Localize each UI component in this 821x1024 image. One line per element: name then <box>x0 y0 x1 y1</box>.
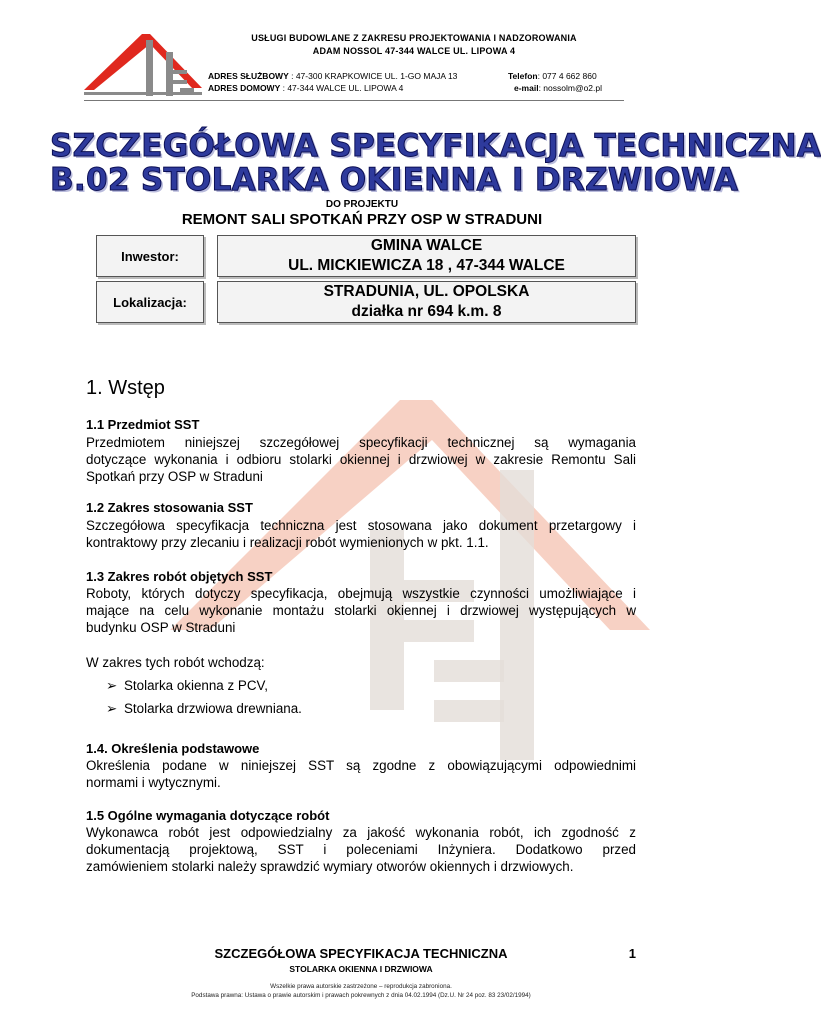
heading-1-4: 1.4. Określenia podstawowe <box>86 741 260 756</box>
paragraph-1-4 <box>86 757 636 791</box>
location-value-box <box>217 281 636 323</box>
list-item <box>106 701 302 717</box>
paragraph-line: Wykonawca robót jest odpowiedzialny za jakość wykonania robót, ich zgodność z <box>86 825 636 840</box>
list-item <box>106 678 268 694</box>
paragraph-line: budynku OSP w Straduni <box>86 620 236 635</box>
paragraph-line: kontraktowy przy zlecaniu i realizacji robót wymienionych w pkt. 1.1. <box>86 535 489 550</box>
office-address-label: ADRES SŁUŻBOWY <box>208 71 289 81</box>
home-address-value: : 47-344 WALCE UL. LIPOWA 4 <box>280 83 404 93</box>
email <box>514 83 602 93</box>
heading-1-3: 1.3 Zakres robót objętych SST <box>86 569 273 584</box>
paragraph-1-5 <box>86 824 636 875</box>
list-item-text: Stolarka drzwiowa drewniana. <box>124 701 302 716</box>
paragraph-line: dokumentacją projektową, SST i poleceniami Inżyniera. Dodatkowo przed <box>86 842 636 857</box>
document-title: SZCZEGÓŁOWA SPECYFIKACJA TECHNICZNA <box>50 128 821 164</box>
phone-label: Telefon <box>508 71 538 81</box>
company-name-line2: ADAM NOSSOL 47-344 WALCE UL. LIPOWA 4 <box>312 46 516 56</box>
page-number: 1 <box>628 946 636 961</box>
footer-title: SZCZEGÓŁOWA SPECYFIKACJA TECHNICZNA <box>214 946 508 961</box>
paragraph-1-1 <box>86 434 636 485</box>
section-title: 1. Wstęp <box>86 377 165 399</box>
location-label: Lokalizacja: <box>113 294 187 310</box>
paragraph-line: normami i wytycznymi. <box>86 775 221 790</box>
email-label: e-mail <box>514 83 539 93</box>
copyright-notice: Wszelkie prawa autorskie zastrzeżone – reprodukcja zabroniona. <box>270 983 452 990</box>
company-logo-icon <box>84 30 202 96</box>
home-address <box>208 83 403 93</box>
office-address <box>208 71 457 81</box>
investor-name: GMINA WALCE <box>370 237 483 254</box>
paragraph-line: Szczegółowa specyfikacja techniczna jest stosowana jako dokument przetargowy i <box>86 518 636 533</box>
investor-value-box <box>217 235 636 277</box>
project-name: REMONT SALI SPOTKAŃ PRZY OSP W STRADUNI <box>181 211 543 228</box>
office-address-value: : 47-300 KRAPKOWICE UL. 1-GO MAJA 13 <box>288 71 458 81</box>
header-divider <box>84 100 624 101</box>
document-subtitle: B.02 STOLARKA OKIENNA I DRZWIOWA <box>50 162 739 198</box>
paragraph-line: W zakres tych robót wchodzą: <box>86 655 265 670</box>
paragraph-line: zamówieniem stolarki należy sprawdzić wymiary otworów okiennych i drzwiowych. <box>86 859 574 874</box>
investor-address: UL. MICKIEWICZA 18 , 47-344 WALCE <box>288 257 565 274</box>
paragraph-1-2 <box>86 517 636 551</box>
list-item-text: Stolarka okienna z PCV, <box>124 678 268 693</box>
heading-1-1: 1.1 Przedmiot SST <box>86 417 200 432</box>
paragraph-line: Spotkań przy OSP w Straduni <box>86 469 263 484</box>
paragraph-line: Przedmiotem niniejszej szczegółowej specyfikacji technicznej są wymagania <box>86 435 636 450</box>
phone <box>508 71 597 81</box>
heading-1-2: 1.2 Zakres stosowania SST <box>86 500 253 515</box>
paragraph-1-3 <box>86 585 636 636</box>
footer-subtitle: STOLARKA OKIENNA I DRZWIOWA <box>289 964 433 974</box>
investor-label: Inwestor: <box>121 248 179 264</box>
do-projektu-label: DO PROJEKTU <box>325 199 399 210</box>
phone-value: : 077 4 662 860 <box>537 71 597 81</box>
email-value: : nossolm@o2.pl <box>538 83 603 93</box>
paragraph-line: Określenia podane w niniejszej SST są zgodne z obowiązującymi odpowiednimi <box>86 758 636 773</box>
paragraph-line: mające na celu wykonanie montażu stolarki okiennej i drzwiowej występujących w <box>86 603 636 618</box>
legal-basis: Podstawa prawna: Ustawa o prawie autorskim i prawach pokrewnych z dnia 04.02.1994 (Dz.U. Nr 24 poz. 83 23/02/1994) <box>191 992 531 999</box>
location-label-box <box>96 281 204 323</box>
location-parcel: działka nr 694 k.m. 8 <box>351 303 502 320</box>
scope-intro <box>86 654 636 671</box>
location-street: STRADUNIA, UL. OPOLSKA <box>323 283 530 300</box>
home-address-label: ADRES DOMOWY <box>208 83 281 93</box>
heading-1-5: 1.5 Ogólne wymagania dotyczące robót <box>86 808 330 823</box>
investor-label-box <box>96 235 204 277</box>
arrow-bullet-icon: ➢ <box>106 701 118 716</box>
arrow-bullet-icon: ➢ <box>106 678 118 693</box>
company-name-line1: USŁUGI BUDOWLANE Z ZAKRESU PROJEKTOWANIA I NADZOROWANIA <box>251 33 577 43</box>
paragraph-line: dotyczące wykonania i odbioru stolarki okiennej i drzwiowej w zakresie Remontu Sali <box>86 452 636 467</box>
paragraph-line: Roboty, których dotyczy specyfikacja, obejmują wszystkie czynności umożliwiające i <box>86 586 636 601</box>
